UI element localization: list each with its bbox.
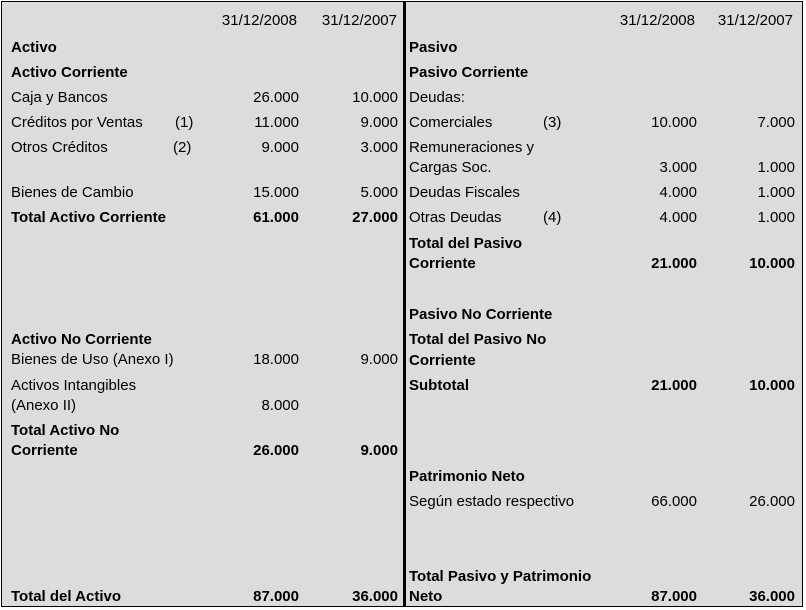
subtotal-2007: 10.000 (749, 377, 795, 394)
comerciales-note: (3) (543, 114, 562, 131)
row-label: Otros Créditos (11, 139, 108, 156)
total-pasivo-pn-2008: 87.000 (651, 588, 697, 605)
fiscales-2007: 1.000 (757, 184, 795, 201)
comerciales-label: Comerciales (409, 114, 493, 131)
activo-title: Activo (11, 39, 57, 56)
remuneraciones-label-line1: Remuneraciones y (409, 139, 535, 156)
patrimonio-neto-2007: 26.000 (749, 493, 795, 510)
total-activo-label: Total del Activo (11, 588, 122, 605)
row-label: Bienes de Cambio (11, 184, 134, 201)
patrimonio-neto-row-label: Según estado respectivo (409, 493, 575, 510)
fiscales-2008: 4.000 (659, 184, 697, 201)
total-pasivo-pn-line1: Total Pasivo y Patrimonio (409, 568, 592, 585)
otras-deudas-label: Otras Deudas (409, 209, 502, 226)
row-label: Créditos por Ventas (11, 114, 143, 131)
pasivo-title: Pasivo (409, 39, 458, 56)
activo-no-corriente-title: Activo No Corriente (11, 331, 152, 348)
row-note: (1) (175, 114, 194, 131)
row-value-2007: 3.000 (360, 139, 398, 156)
deudas-label: Deudas: (409, 89, 465, 106)
bienes-uso-2008: 18.000 (253, 351, 299, 368)
row-label: Caja y Bancos (11, 89, 108, 106)
balance-sheet (1, 1, 803, 607)
total-activo-corriente-2007: 27.000 (352, 209, 398, 226)
patrimonio-neto-title: Patrimonio Neto (409, 468, 525, 485)
otras-deudas-2008: 4.000 (659, 209, 697, 226)
pasivo-corriente-title: Pasivo Corriente (409, 64, 529, 81)
total-pasivo-corriente-line1: Total del Pasivo (409, 235, 523, 252)
intangibles-label-line2: (Anexo II) (11, 397, 77, 414)
remuneraciones-2007: 1.000 (757, 159, 795, 176)
remuneraciones-label-line2: Cargas Soc. (409, 159, 492, 176)
column-divider (403, 2, 406, 606)
header-date-2008-activo: 31/12/2008 (221, 12, 297, 29)
remuneraciones-2008: 3.000 (659, 159, 697, 176)
header-date-2007-pasivo: 31/12/2007 (717, 12, 793, 29)
total-pasivo-no-corriente-line1: Total del Pasivo No (409, 331, 547, 348)
intangibles-2008: 8.000 (261, 397, 299, 414)
row-value-2008: 9.000 (261, 139, 299, 156)
activo-corriente-title: Activo Corriente (11, 64, 128, 81)
comerciales-2008: 10.000 (651, 114, 697, 131)
bienes-uso-label: Bienes de Uso (Anexo I) (11, 351, 174, 368)
row-note: (2) (173, 139, 192, 156)
otras-deudas-2007: 1.000 (757, 209, 795, 226)
header-date-2008-pasivo: 31/12/2008 (619, 12, 695, 29)
row-value-2008: 11.000 (254, 114, 299, 131)
otras-deudas-note: (4) (543, 209, 562, 226)
pasivo-no-corriente-title: Pasivo No Corriente (409, 306, 553, 323)
row-value-2008: 26.000 (253, 89, 299, 106)
total-pasivo-corriente-2007: 10.000 (749, 255, 795, 272)
total-activo-no-corriente-line1: Total Activo No (11, 422, 120, 439)
row-value-2008: 15.000 (253, 184, 299, 201)
subtotal-2008: 21.000 (651, 377, 697, 394)
total-activo-no-corriente-2008: 26.000 (253, 442, 299, 459)
row-value-2007: 9.000 (360, 114, 398, 131)
fiscales-label: Deudas Fiscales (409, 184, 520, 201)
total-pasivo-no-corriente-line2: Corriente (409, 352, 476, 369)
intangibles-label-line1: Activos Intangibles (11, 377, 137, 394)
total-activo-2008: 87.000 (253, 588, 299, 605)
total-activo-corriente-2008: 61.000 (253, 209, 299, 226)
subtotal-label: Subtotal (409, 377, 469, 394)
total-pasivo-pn-line2: Neto (409, 588, 443, 605)
header-date-2007-activo: 31/12/2007 (321, 12, 397, 29)
total-pasivo-corriente-line2: Corriente (409, 255, 476, 272)
bienes-uso-2007: 9.000 (360, 351, 398, 368)
row-value-2007: 5.000 (360, 184, 398, 201)
row-value-2007: 10.000 (352, 89, 398, 106)
total-activo-2007: 36.000 (352, 588, 398, 605)
patrimonio-neto-2008: 66.000 (651, 493, 697, 510)
total-activo-corriente-label: Total Activo Corriente (11, 209, 167, 226)
comerciales-2007: 7.000 (757, 114, 795, 131)
total-pasivo-pn-2007: 36.000 (749, 588, 795, 605)
total-pasivo-corriente-2008: 21.000 (651, 255, 697, 272)
total-activo-no-corriente-line2: Corriente (11, 442, 78, 459)
total-activo-no-corriente-2007: 9.000 (360, 442, 398, 459)
